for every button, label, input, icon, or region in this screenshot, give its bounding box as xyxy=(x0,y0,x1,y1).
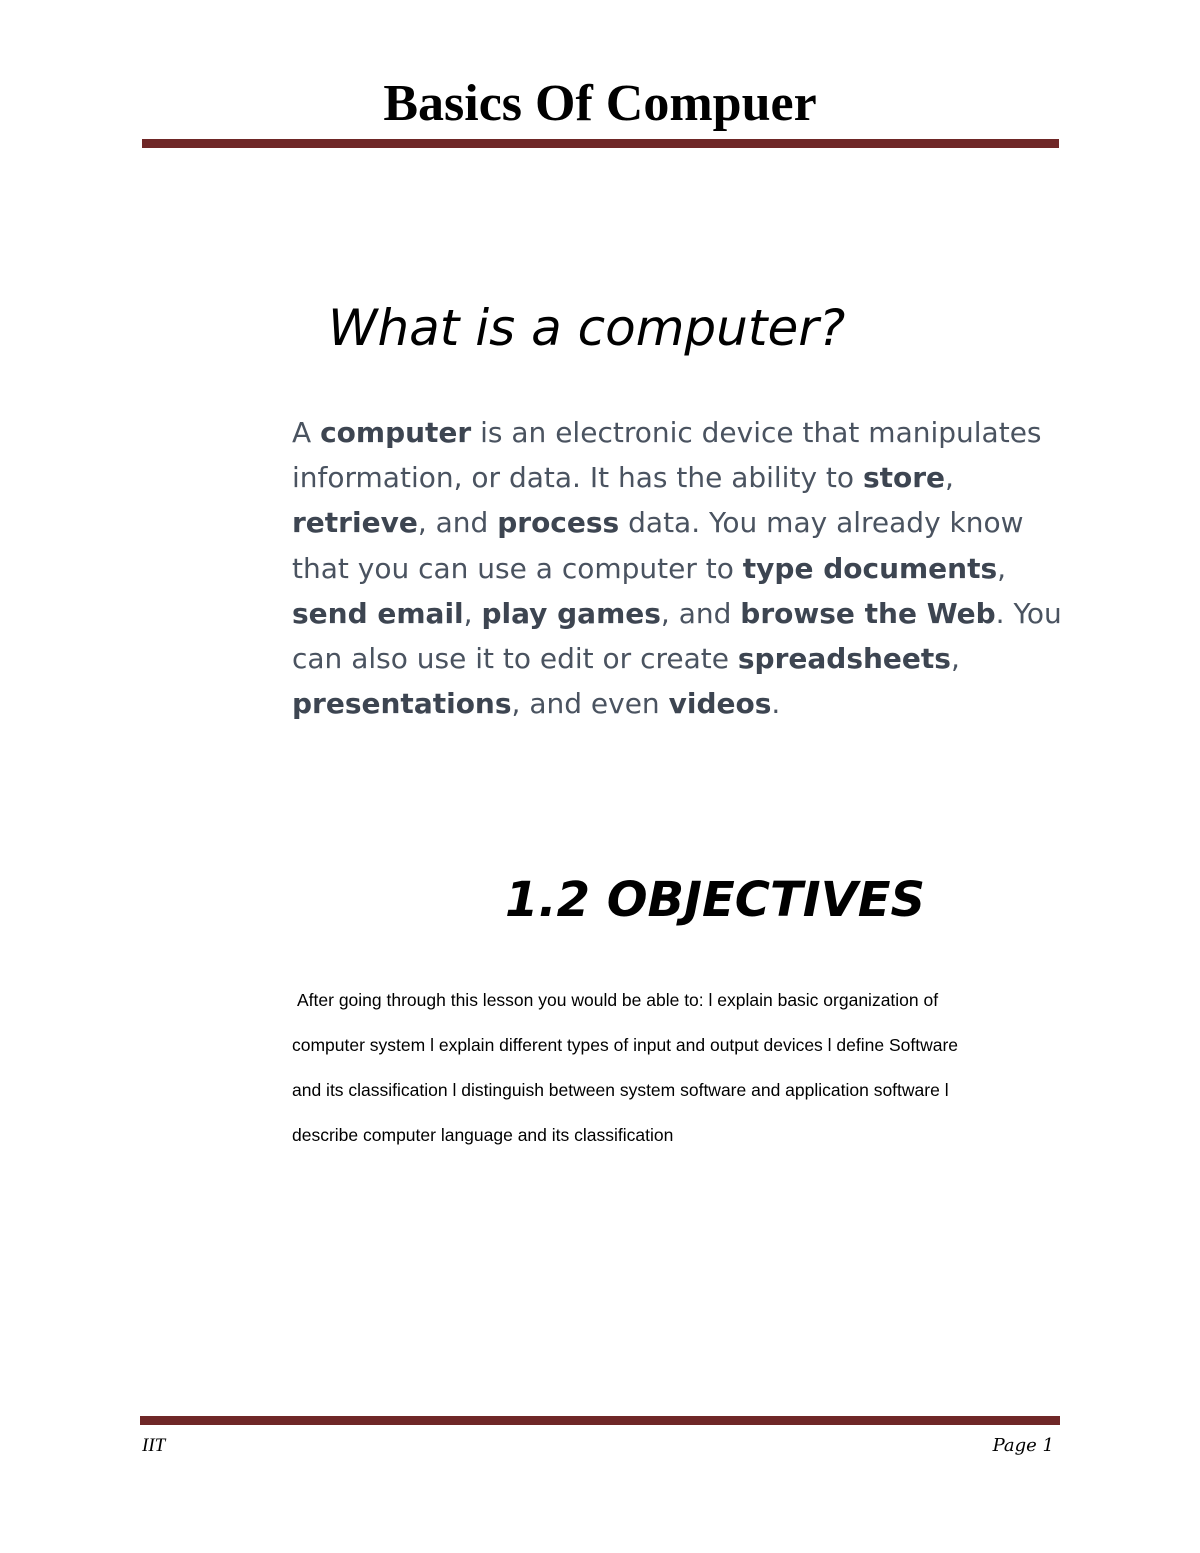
bold-term: videos xyxy=(668,687,772,721)
paragraph-text: data. You may already know that you can use a computer to xyxy=(292,506,1024,585)
footer-rule xyxy=(140,1416,1060,1425)
section-title: What is a computer? xyxy=(328,299,846,357)
footer-left-text: IIT xyxy=(142,1435,166,1456)
paragraph-text: , xyxy=(463,596,482,630)
paragraph-text: A xyxy=(292,416,321,449)
objectives-line: computer system l explain different types of input and output devices l define Software xyxy=(292,1035,959,1055)
objectives-line: and its classification l distinguish between system software and application software l xyxy=(292,1080,949,1100)
bold-term: process xyxy=(497,506,620,540)
bold-term: presentations xyxy=(292,687,512,721)
paragraph-text: , xyxy=(945,461,954,495)
objectives-title: 1.2 OBJECTIVES xyxy=(505,872,926,928)
page-header-title: Basics Of Compuer xyxy=(383,75,817,132)
bold-term: type documents xyxy=(742,551,998,585)
computer-definition-paragraph xyxy=(292,410,1072,726)
objectives-text xyxy=(292,978,1072,1158)
header-rule xyxy=(142,139,1059,148)
bold-term: retrieve xyxy=(292,506,418,540)
bold-term: browse the Web xyxy=(740,596,996,630)
paragraph-text: , xyxy=(997,551,1007,585)
bold-term: send email xyxy=(292,596,464,630)
paragraph-text: . You can also use it to edit or create xyxy=(292,596,1062,676)
paragraph-text: , xyxy=(950,642,960,676)
bold-term: computer xyxy=(320,416,472,449)
objectives-line: describe computer language and its classification xyxy=(292,1125,674,1145)
objectives-line: After going through this lesson you would be able to: l explain basic organization of xyxy=(297,990,939,1010)
bold-term: spreadsheets xyxy=(737,642,951,676)
footer-page-number: Page 1 xyxy=(992,1435,1054,1456)
paragraph-text: . xyxy=(771,687,781,721)
paragraph-text: , and xyxy=(417,506,498,540)
bold-term: store xyxy=(862,461,946,495)
paragraph-text: , and xyxy=(660,596,741,630)
paragraph-text: , and even xyxy=(511,687,669,721)
bold-term: play games xyxy=(481,596,661,630)
paragraph-text: is an electronic device that manipulates information, or data. It has the ability to xyxy=(292,416,1042,495)
